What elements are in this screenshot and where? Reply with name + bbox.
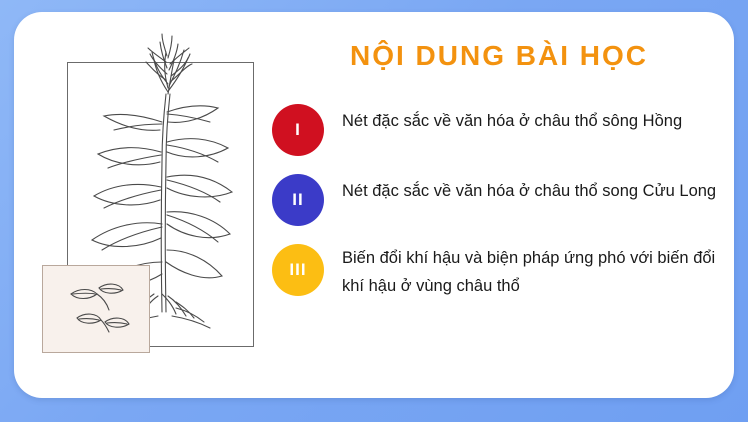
page-title: NỘI DUNG BÀI HỌC <box>350 40 648 71</box>
list-item <box>272 104 727 156</box>
item-text: Nét đặc sắc về văn hóa ở châu thổ song Cửu Long <box>342 182 717 200</box>
illustration-inset-frame <box>42 265 150 353</box>
slide-card <box>14 12 734 398</box>
item-number-badge: I <box>272 104 324 156</box>
item-number-badge: III <box>272 244 324 296</box>
item-text: Biến đổi khí hậu và biện pháp ứng phó với biến đổi khí hậu ở vùng châu thổ <box>342 249 716 295</box>
list-item <box>272 244 727 300</box>
content-list <box>272 104 727 318</box>
list-item <box>272 174 727 226</box>
seeds-line-drawing <box>43 266 151 354</box>
item-number-badge: II <box>272 174 324 226</box>
item-text: Nét đặc sắc về văn hóa ở châu thổ sông Hồng <box>342 112 683 130</box>
